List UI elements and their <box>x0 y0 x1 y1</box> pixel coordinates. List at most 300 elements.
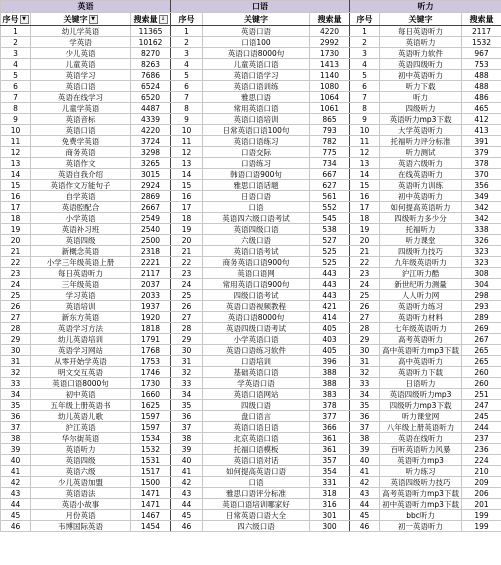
table-cell[interactable]: 13 <box>171 158 203 169</box>
table-cell[interactable]: 小学三年级英语上册 <box>31 257 131 268</box>
filter-sort-icon[interactable]: ↓ <box>159 15 168 24</box>
table-cell[interactable]: 383 <box>310 389 350 400</box>
table-cell[interactable]: 1597 <box>131 411 171 422</box>
table-cell[interactable]: 1413 <box>310 59 350 70</box>
table-cell[interactable]: 1517 <box>131 466 171 477</box>
table-cell[interactable]: 349 <box>462 191 501 202</box>
table-cell[interactable]: 英语学习 <box>31 70 131 81</box>
table-cell[interactable]: 42 <box>171 477 203 488</box>
table-cell[interactable]: 8263 <box>131 59 171 70</box>
table-cell[interactable]: 4 <box>350 59 380 70</box>
table-cell[interactable]: 2117 <box>462 26 501 37</box>
table-cell[interactable]: 19 <box>350 224 380 235</box>
table-cell[interactable]: 七年级英语听力 <box>380 323 462 334</box>
table-cell[interactable]: 37 <box>171 422 203 433</box>
table-cell[interactable]: 11365 <box>131 26 171 37</box>
table-cell[interactable]: 英语培训 <box>31 301 131 312</box>
table-cell[interactable]: 28 <box>171 323 203 334</box>
table-cell[interactable]: 24 <box>171 279 203 290</box>
table-cell[interactable]: 学英语 <box>31 37 131 48</box>
table-cell[interactable]: 新世纪听力测量 <box>380 279 462 290</box>
table-cell[interactable]: 14 <box>350 169 380 180</box>
table-cell[interactable]: 13 <box>350 158 380 169</box>
table-cell[interactable]: 1080 <box>310 81 350 92</box>
table-cell[interactable]: 17 <box>1 202 31 213</box>
table-cell[interactable]: 英语四级听力mp3 <box>380 389 462 400</box>
table-cell[interactable]: 775 <box>310 147 350 158</box>
table-cell[interactable]: 沪江英语 <box>31 422 131 433</box>
table-cell[interactable]: 如何提高英语口语 <box>203 466 310 477</box>
table-cell[interactable]: 英语四级口语考试 <box>203 323 310 334</box>
table-cell[interactable]: 1625 <box>131 400 171 411</box>
table-cell[interactable]: 465 <box>462 103 501 114</box>
table-cell[interactable]: 8 <box>171 103 203 114</box>
table-cell[interactable]: 414 <box>310 312 350 323</box>
table-cell[interactable]: 22 <box>171 257 203 268</box>
table-cell[interactable]: 六级口语 <box>203 235 310 246</box>
table-cell[interactable]: 英语口语对话 <box>203 455 310 466</box>
table-cell[interactable]: 16 <box>171 191 203 202</box>
table-cell[interactable]: 英语口语考试 <box>203 246 310 257</box>
table-cell[interactable]: 口语培训 <box>203 356 310 367</box>
table-cell[interactable]: 331 <box>310 477 350 488</box>
header-cell[interactable]: 关键字 ▼ <box>31 13 131 26</box>
table-cell[interactable]: 391 <box>462 136 501 147</box>
table-cell[interactable]: 2540 <box>131 224 171 235</box>
table-cell[interactable]: 3298 <box>131 147 171 158</box>
table-cell[interactable]: 31 <box>350 356 380 367</box>
table-cell[interactable]: 英语听力练习 <box>380 301 462 312</box>
table-cell[interactable]: 每日英语听力 <box>380 26 462 37</box>
table-cell[interactable]: 英语口语8000句 <box>31 378 131 389</box>
table-cell[interactable]: 35 <box>171 400 203 411</box>
table-cell[interactable]: 267 <box>462 334 501 345</box>
table-cell[interactable]: 高中英语听力 <box>380 356 462 367</box>
table-cell[interactable]: 四级听力技巧 <box>380 246 462 257</box>
table-cell[interactable]: 初中英语听力 <box>380 191 462 202</box>
table-cell[interactable]: 527 <box>310 235 350 246</box>
table-cell[interactable]: 2869 <box>131 191 171 202</box>
table-cell[interactable]: 24 <box>1 279 31 290</box>
table-cell[interactable]: 明文交互英语 <box>31 367 131 378</box>
table-cell[interactable]: 高中英语听力mp3下载 <box>380 345 462 356</box>
table-cell[interactable]: 421 <box>310 301 350 312</box>
table-cell[interactable]: 英语口语 <box>203 26 310 37</box>
table-cell[interactable]: 1768 <box>131 345 171 356</box>
table-cell[interactable]: 口语交际 <box>203 147 310 158</box>
table-cell[interactable]: 每日英语听力 <box>31 268 131 279</box>
table-cell[interactable]: 2221 <box>131 257 171 268</box>
table-cell[interactable]: 43 <box>1 488 31 499</box>
table-cell[interactable]: 38 <box>1 433 31 444</box>
table-cell[interactable]: 英语听力材料 <box>380 312 462 323</box>
table-cell[interactable]: 43 <box>350 488 380 499</box>
table-cell[interactable]: 210 <box>462 466 501 477</box>
table-cell[interactable]: 自学英语 <box>31 191 131 202</box>
table-cell[interactable]: 388 <box>310 367 350 378</box>
table-cell[interactable]: 412 <box>462 114 501 125</box>
table-cell[interactable]: 英语四级 <box>31 455 131 466</box>
table-cell[interactable]: 199 <box>462 510 501 521</box>
table-cell[interactable]: 29 <box>350 334 380 345</box>
table-cell[interactable]: 17 <box>350 202 380 213</box>
table-cell[interactable]: 英语作文万能句子 <box>31 180 131 191</box>
table-cell[interactable]: 2033 <box>131 290 171 301</box>
table-cell[interactable]: 443 <box>310 279 350 290</box>
table-cell[interactable]: 英语腔配合 <box>31 202 131 213</box>
table-cell[interactable]: 443 <box>310 290 350 301</box>
table-cell[interactable]: 英语六级 <box>31 466 131 477</box>
table-cell[interactable]: 269 <box>462 323 501 334</box>
table-cell[interactable]: 44 <box>171 499 203 510</box>
header-cell[interactable]: 搜索量 ↓ <box>131 13 171 26</box>
table-cell[interactable]: 五年级上册英语书 <box>31 400 131 411</box>
table-cell[interactable]: 4 <box>1 59 31 70</box>
table-cell[interactable]: 40 <box>350 455 380 466</box>
table-cell[interactable]: 33 <box>171 378 203 389</box>
table-cell[interactable]: 357 <box>310 455 350 466</box>
table-cell[interactable]: 18 <box>350 213 380 224</box>
table-cell[interactable]: 学习英语 <box>31 290 131 301</box>
table-cell[interactable]: 英语音标 <box>31 114 131 125</box>
table-cell[interactable]: 40 <box>171 455 203 466</box>
table-cell[interactable]: 1500 <box>131 477 171 488</box>
table-cell[interactable]: 34 <box>171 389 203 400</box>
table-cell[interactable]: 21 <box>171 246 203 257</box>
table-cell[interactable]: 29 <box>1 334 31 345</box>
table-cell[interactable]: 16 <box>350 191 380 202</box>
table-cell[interactable]: 34 <box>1 389 31 400</box>
table-cell[interactable]: 10162 <box>131 37 171 48</box>
table-cell[interactable]: 9 <box>1 114 31 125</box>
table-cell[interactable]: 9 <box>350 114 380 125</box>
table-cell[interactable]: 19 <box>1 224 31 235</box>
table-cell[interactable]: 30 <box>171 345 203 356</box>
table-cell[interactable]: 1467 <box>131 510 171 521</box>
table-cell[interactable]: 6 <box>1 81 31 92</box>
table-cell[interactable]: 31 <box>1 356 31 367</box>
table-cell[interactable]: 三年级英语 <box>31 279 131 290</box>
table-cell[interactable]: 新概念英语 <box>31 246 131 257</box>
table-cell[interactable]: 托福听力 <box>380 224 462 235</box>
table-cell[interactable]: 43 <box>171 488 203 499</box>
table-cell[interactable]: 听力课堂网 <box>380 411 462 422</box>
table-cell[interactable]: 545 <box>310 213 350 224</box>
table-cell[interactable]: 1534 <box>131 433 171 444</box>
table-cell[interactable]: 4487 <box>131 103 171 114</box>
table-cell[interactable]: 378 <box>462 158 501 169</box>
table-cell[interactable]: 32 <box>350 367 380 378</box>
table-cell[interactable]: 1532 <box>462 37 501 48</box>
table-cell[interactable]: 雅思口语评分标准 <box>203 488 310 499</box>
table-cell[interactable]: 24 <box>350 279 380 290</box>
table-cell[interactable]: 英语口语学习 <box>203 70 310 81</box>
table-cell[interactable]: 托福听力评分标准 <box>380 136 462 147</box>
table-cell[interactable]: 商务英语 <box>31 147 131 158</box>
table-cell[interactable]: 26 <box>1 301 31 312</box>
table-cell[interactable]: 3015 <box>131 169 171 180</box>
table-cell[interactable]: 36 <box>1 411 31 422</box>
table-cell[interactable]: 237 <box>462 433 501 444</box>
table-cell[interactable]: 口语 <box>203 202 310 213</box>
table-cell[interactable]: 雅思口语 <box>203 92 310 103</box>
table-cell[interactable]: 41 <box>1 466 31 477</box>
table-cell[interactable]: 高考英语听力mp3下载 <box>380 488 462 499</box>
table-cell[interactable]: 英语学习网站 <box>31 345 131 356</box>
table-cell[interactable]: 379 <box>462 147 501 158</box>
table-cell[interactable]: 英语口语网 <box>203 268 310 279</box>
table-cell[interactable]: 289 <box>462 312 501 323</box>
table-cell[interactable]: bbc听力 <box>380 510 462 521</box>
table-cell[interactable]: 300 <box>310 521 350 532</box>
table-cell[interactable]: 338 <box>462 224 501 235</box>
table-cell[interactable]: 2 <box>171 37 203 48</box>
table-cell[interactable]: 2318 <box>131 246 171 257</box>
table-cell[interactable]: 236 <box>462 444 501 455</box>
table-cell[interactable]: 245 <box>462 411 501 422</box>
table-cell[interactable]: 486 <box>462 92 501 103</box>
table-cell[interactable]: 316 <box>310 499 350 510</box>
table-cell[interactable]: 学英语口语 <box>203 378 310 389</box>
table-cell[interactable]: 361 <box>310 433 350 444</box>
table-cell[interactable]: 260 <box>462 367 501 378</box>
table-cell[interactable]: 13 <box>1 158 31 169</box>
table-cell[interactable]: 儿童英语 <box>31 59 131 70</box>
table-cell[interactable]: 39 <box>350 444 380 455</box>
table-cell[interactable]: 基础英语口语 <box>203 367 310 378</box>
table-cell[interactable]: 14 <box>171 169 203 180</box>
table-cell[interactable]: 四级口语 <box>203 400 310 411</box>
table-cell[interactable]: 常用英语口语 <box>203 103 310 114</box>
table-cell[interactable]: 30 <box>1 345 31 356</box>
table-cell[interactable]: 16 <box>1 191 31 202</box>
table-cell[interactable]: 1 <box>171 26 203 37</box>
table-cell[interactable]: 英语小故事 <box>31 499 131 510</box>
table-cell[interactable]: 九年级英语听力 <box>380 257 462 268</box>
table-cell[interactable]: 英语四级听力技巧 <box>380 477 462 488</box>
table-cell[interactable]: 12 <box>171 147 203 158</box>
table-cell[interactable]: 209 <box>462 477 501 488</box>
table-cell[interactable]: 4 <box>171 59 203 70</box>
table-cell[interactable]: 28 <box>1 323 31 334</box>
table-cell[interactable]: 46 <box>350 521 380 532</box>
table-cell[interactable]: 552 <box>310 202 350 213</box>
table-cell[interactable]: 298 <box>462 290 501 301</box>
table-cell[interactable]: 1 <box>1 26 31 37</box>
table-cell[interactable]: 华尔街英语 <box>31 433 131 444</box>
table-cell[interactable]: 23 <box>350 268 380 279</box>
table-cell[interactable]: 44 <box>350 499 380 510</box>
table-cell[interactable]: 英语口语练习 <box>203 136 310 147</box>
table-cell[interactable]: 46 <box>171 521 203 532</box>
table-cell[interactable]: 英语口语训练 <box>203 81 310 92</box>
table-cell[interactable]: 英语补习班 <box>31 224 131 235</box>
table-cell[interactable]: 英语听力mp3 <box>380 455 462 466</box>
table-cell[interactable]: 15 <box>350 180 380 191</box>
table-cell[interactable]: 英语口语培训 <box>203 114 310 125</box>
table-cell[interactable]: 45 <box>171 510 203 521</box>
table-cell[interactable]: 33 <box>350 378 380 389</box>
table-cell[interactable]: 新东方英语 <box>31 312 131 323</box>
table-cell[interactable]: 2 <box>1 37 31 48</box>
table-cell[interactable]: 14 <box>1 169 31 180</box>
table-cell[interactable]: 少儿英语加盟 <box>31 477 131 488</box>
table-cell[interactable]: 初中英语听力mp3下载 <box>380 499 462 510</box>
table-cell[interactable]: 1791 <box>131 334 171 345</box>
table-cell[interactable]: 2117 <box>131 268 171 279</box>
table-cell[interactable]: 20 <box>171 235 203 246</box>
table-cell[interactable]: 3265 <box>131 158 171 169</box>
table-cell[interactable]: 361 <box>310 444 350 455</box>
table-cell[interactable]: 7686 <box>131 70 171 81</box>
table-cell[interactable]: 初中英语 <box>31 389 131 400</box>
table-cell[interactable]: 百听英语听力风暴 <box>380 444 462 455</box>
table-cell[interactable]: 247 <box>462 400 501 411</box>
table-cell[interactable]: 6520 <box>131 92 171 103</box>
table-cell[interactable]: 1471 <box>131 488 171 499</box>
table-cell[interactable]: 四级听力 <box>380 103 462 114</box>
table-cell[interactable]: 21 <box>1 246 31 257</box>
table-cell[interactable]: 22 <box>1 257 31 268</box>
table-cell[interactable]: 如何提高英语听力 <box>380 202 462 213</box>
table-cell[interactable]: 405 <box>310 323 350 334</box>
table-cell[interactable]: 英语自我介绍 <box>31 169 131 180</box>
table-cell[interactable]: 小学英语口语 <box>203 334 310 345</box>
table-cell[interactable]: 1597 <box>131 422 171 433</box>
table-cell[interactable]: 3 <box>171 48 203 59</box>
table-cell[interactable]: 20 <box>1 235 31 246</box>
table-cell[interactable]: 听力下载 <box>380 81 462 92</box>
table-cell[interactable]: 6 <box>350 81 380 92</box>
table-cell[interactable]: 1920 <box>131 312 171 323</box>
table-cell[interactable]: 1660 <box>131 389 171 400</box>
table-cell[interactable]: 10 <box>1 125 31 136</box>
table-cell[interactable]: 265 <box>462 345 501 356</box>
table-cell[interactable]: 39 <box>1 444 31 455</box>
table-cell[interactable]: 26 <box>350 301 380 312</box>
table-cell[interactable]: 488 <box>462 70 501 81</box>
table-cell[interactable]: 15 <box>1 180 31 191</box>
table-cell[interactable]: 304 <box>462 279 501 290</box>
table-cell[interactable]: 听力练习 <box>380 466 462 477</box>
table-cell[interactable]: 英语听力软件 <box>380 48 462 59</box>
table-cell[interactable]: 29 <box>171 334 203 345</box>
table-cell[interactable]: 1140 <box>310 70 350 81</box>
table-cell[interactable]: 45 <box>1 510 31 521</box>
table-cell[interactable]: 323 <box>462 257 501 268</box>
table-cell[interactable]: 25 <box>171 290 203 301</box>
table-cell[interactable]: 23 <box>171 268 203 279</box>
table-cell[interactable]: 盘口语言 <box>203 411 310 422</box>
table-cell[interactable]: 8270 <box>131 48 171 59</box>
table-cell[interactable]: 46 <box>1 521 31 532</box>
table-cell[interactable]: 英语听力训练 <box>380 180 462 191</box>
table-cell[interactable]: 英语口语视频教程 <box>203 301 310 312</box>
table-cell[interactable]: 667 <box>310 169 350 180</box>
table-cell[interactable]: 免费学英语 <box>31 136 131 147</box>
table-cell[interactable]: 734 <box>310 158 350 169</box>
table-cell[interactable]: 11 <box>171 136 203 147</box>
table-cell[interactable]: 英语在线听力 <box>380 433 462 444</box>
table-cell[interactable]: 英语四级 <box>31 235 131 246</box>
table-cell[interactable]: 大学英语听力 <box>380 125 462 136</box>
table-cell[interactable]: 雅思口语话题 <box>203 180 310 191</box>
table-cell[interactable]: 幼儿英语儿歌 <box>31 411 131 422</box>
table-cell[interactable]: 405 <box>310 345 350 356</box>
table-cell[interactable]: 865 <box>310 114 350 125</box>
table-cell[interactable]: 北京英语口语 <box>203 433 310 444</box>
table-cell[interactable]: 5 <box>350 70 380 81</box>
table-cell[interactable]: 538 <box>310 224 350 235</box>
table-cell[interactable]: 3724 <box>131 136 171 147</box>
table-cell[interactable]: 31 <box>171 356 203 367</box>
table-cell[interactable]: 45 <box>350 510 380 521</box>
table-cell[interactable]: 英语口语8000句 <box>203 48 310 59</box>
table-cell[interactable]: 26 <box>171 301 203 312</box>
table-cell[interactable]: 英语口语8000句 <box>203 312 310 323</box>
table-cell[interactable]: 口语练习 <box>203 158 310 169</box>
table-cell[interactable]: 308 <box>462 268 501 279</box>
header-cell[interactable]: 序号 ▼ <box>1 13 31 26</box>
table-cell[interactable]: 342 <box>462 213 501 224</box>
table-cell[interactable]: 英语听力下载 <box>380 367 462 378</box>
table-cell[interactable]: 370 <box>462 169 501 180</box>
table-cell[interactable]: 在线英语听力 <box>380 169 462 180</box>
table-cell[interactable]: 32 <box>1 367 31 378</box>
table-cell[interactable]: 525 <box>310 257 350 268</box>
table-cell[interactable]: 753 <box>462 59 501 70</box>
table-cell[interactable]: 小学英语 <box>31 213 131 224</box>
table-cell[interactable]: 日语听力 <box>380 378 462 389</box>
table-cell[interactable]: 英语听力mp3下载 <box>380 114 462 125</box>
table-cell[interactable]: 224 <box>462 455 501 466</box>
table-cell[interactable]: 19 <box>171 224 203 235</box>
table-cell[interactable]: 八年级上册英语听力 <box>380 422 462 433</box>
table-cell[interactable]: 28 <box>350 323 380 334</box>
table-cell[interactable]: 34 <box>350 389 380 400</box>
table-cell[interactable]: 8 <box>1 103 31 114</box>
table-cell[interactable]: 41 <box>171 466 203 477</box>
table-cell[interactable]: 听力 <box>380 92 462 103</box>
table-cell[interactable]: 251 <box>462 389 501 400</box>
table-cell[interactable]: 7 <box>350 92 380 103</box>
table-cell[interactable]: 6 <box>171 81 203 92</box>
table-cell[interactable]: 39 <box>171 444 203 455</box>
table-cell[interactable]: 1937 <box>131 301 171 312</box>
table-cell[interactable]: 英语口语 <box>31 81 131 92</box>
table-cell[interactable]: 260 <box>462 378 501 389</box>
table-cell[interactable]: 782 <box>310 136 350 147</box>
table-cell[interactable]: 5 <box>1 70 31 81</box>
table-cell[interactable]: 10 <box>171 125 203 136</box>
table-cell[interactable]: 4220 <box>131 125 171 136</box>
table-cell[interactable]: 293 <box>462 301 501 312</box>
table-cell[interactable]: 40 <box>1 455 31 466</box>
table-cell[interactable]: 44 <box>1 499 31 510</box>
table-cell[interactable]: 4339 <box>131 114 171 125</box>
table-cell[interactable]: 25 <box>350 290 380 301</box>
table-cell[interactable]: 1531 <box>131 455 171 466</box>
table-cell[interactable]: 英语语法 <box>31 488 131 499</box>
table-cell[interactable]: 9 <box>171 114 203 125</box>
filter-dropdown-icon[interactable]: ▼ <box>20 15 29 24</box>
table-cell[interactable]: 2992 <box>310 37 350 48</box>
table-cell[interactable]: 2037 <box>131 279 171 290</box>
table-cell[interactable]: 3 <box>1 48 31 59</box>
table-cell[interactable]: 英语六级听力 <box>380 158 462 169</box>
table-cell[interactable]: 托福口语模板 <box>203 444 310 455</box>
table-cell[interactable]: 1532 <box>131 444 171 455</box>
